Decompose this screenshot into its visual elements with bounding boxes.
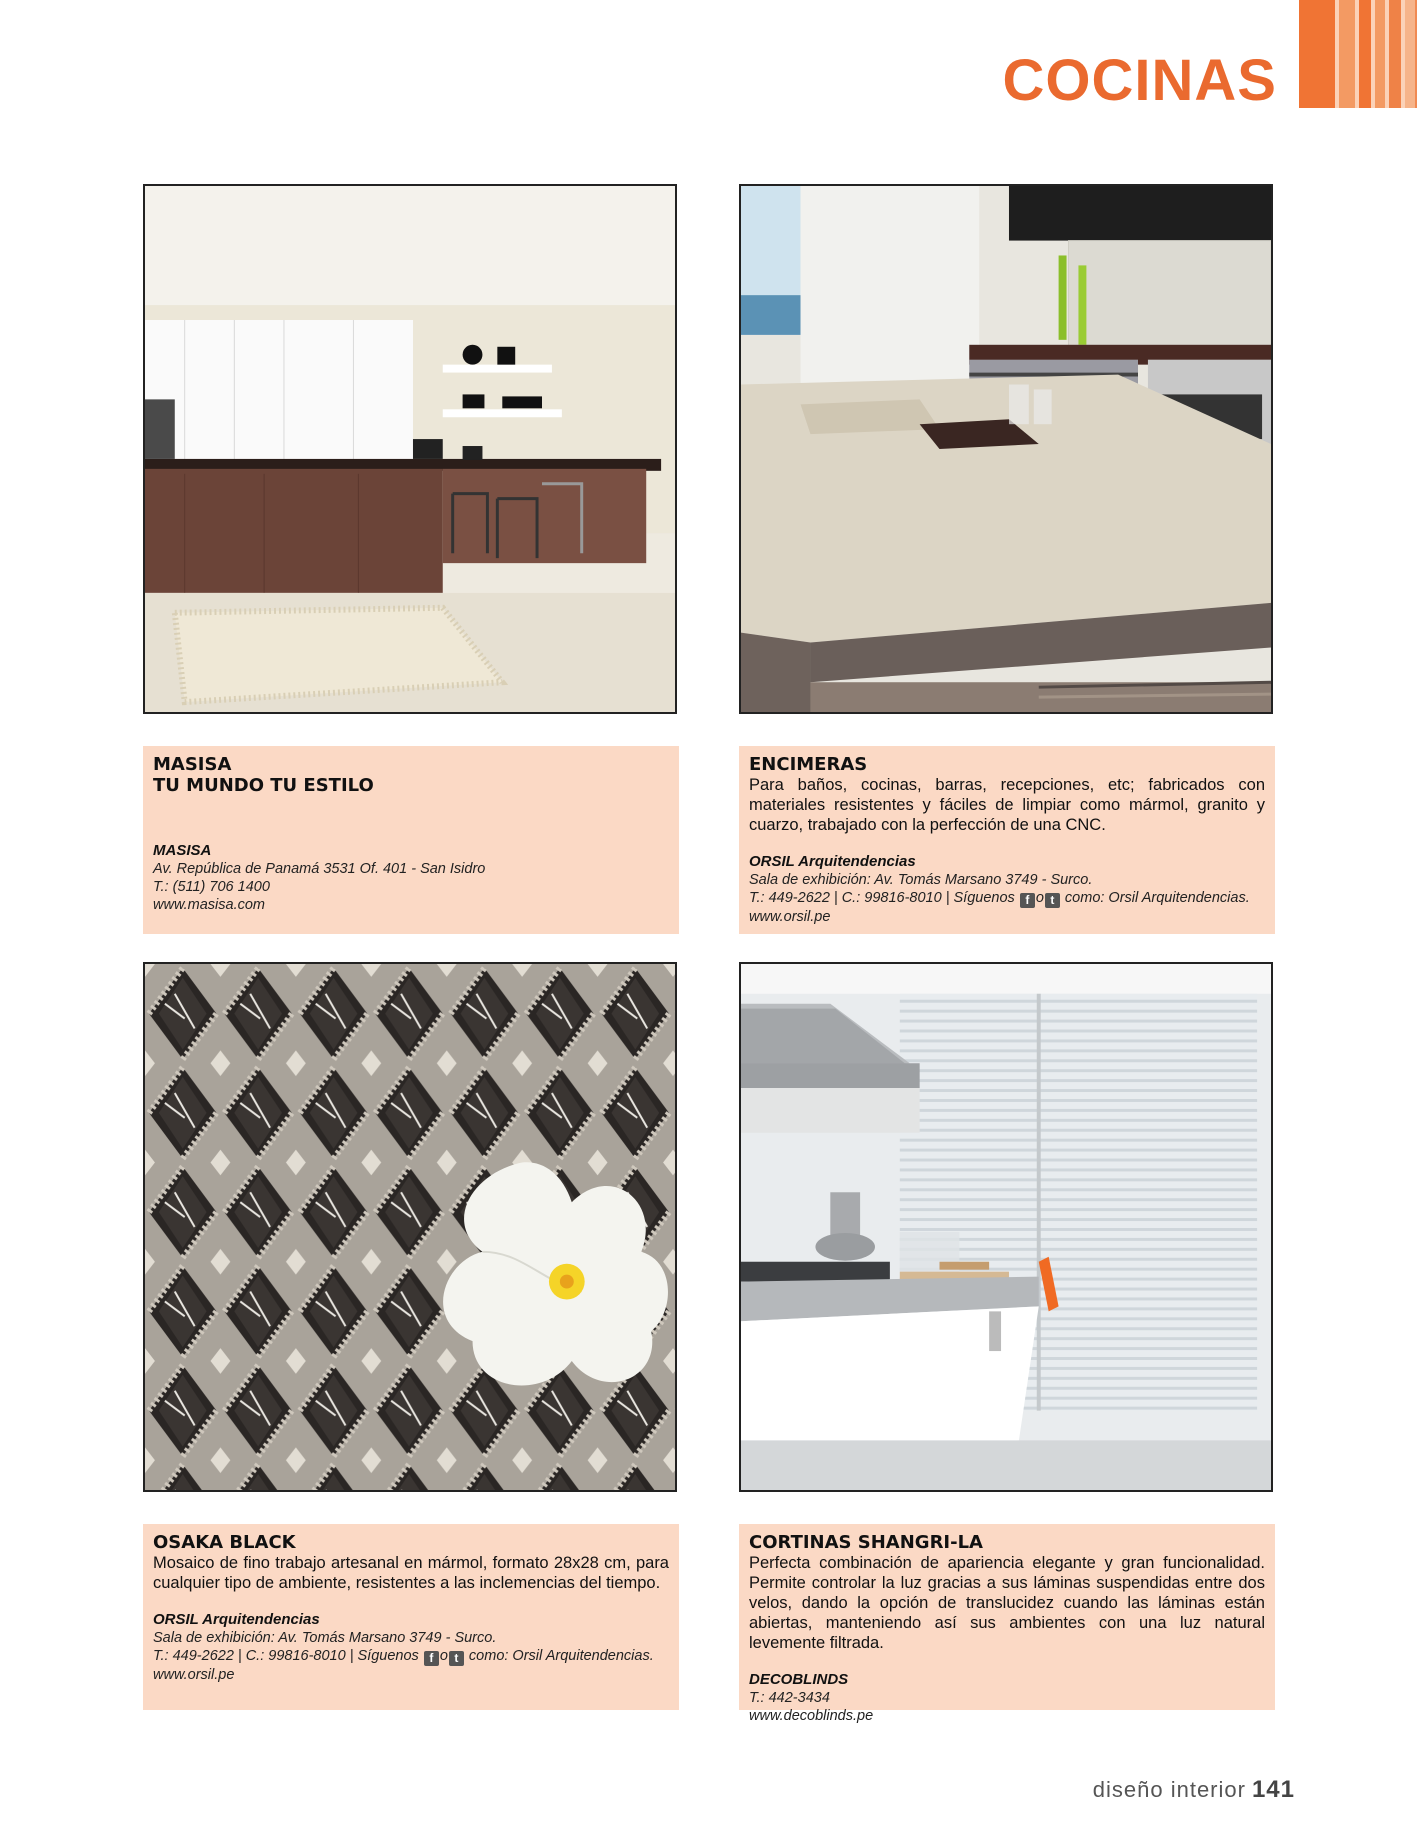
cortinas-description: Perfecta combinación de apariencia elegante y gran funcionalidad. Permite controlar la luz gracias a sus láminas suspendidas entre dos velos, dando la opción de translucidez cuando las láminas están abiertas, manteniendo así sus ambientes con una luz natural levemente filtrada. [749,1554,1265,1652]
social-or: o [439,1648,448,1664]
facebook-icon[interactable]: f [1020,893,1035,908]
section-title: COCINAS [1002,48,1277,113]
cortinas-website-link[interactable]: www.decoblinds.pe [749,1708,874,1724]
encimeras-caption [739,746,1275,934]
masisa-phone: T.: (511) 706 1400 [153,879,270,895]
masisa-caption [143,746,679,934]
page-number: 141 [1251,1776,1295,1803]
masisa-title: MASISA [153,754,232,775]
osaka-black-caption [143,1524,679,1710]
encimeras-website-link[interactable]: www.orsil.pe [749,909,831,925]
twitter-icon[interactable]: t [449,1651,464,1666]
cortinas-phone: T.: 442-3434 [749,1690,830,1706]
cortinas-company: DECOBLINDS [749,1671,849,1688]
masisa-address: Av. República de Panamá 3531 Of. 401 - San Isidro [153,861,486,877]
osaka-black-social-handle: como: Orsil Arquitendencias. [468,1648,654,1664]
masisa-website-link[interactable]: www.masisa.com [153,897,265,913]
encimeras-company: ORSIL Arquitendencias [749,853,916,870]
magazine-name: diseño interior [1092,1777,1246,1802]
encimeras-address: Sala de exhibición: Av. Tomás Marsano 3749 - Surco. [749,872,1093,888]
cortinas-caption [739,1524,1275,1724]
osaka-black-phone: T.: 449-2622 | C.: 99816-8010 | Síguenos [153,1648,419,1664]
encimeras-title: ENCIMERAS [749,754,868,775]
osaka-black-phone-line [153,1647,669,1666]
masisa-kitchen-photo [143,184,677,714]
cortinas-shangri-la-photo [739,962,1273,1492]
header-accent-bars [1299,0,1417,108]
encimeras-phone: T.: 449-2622 | C.: 99816-8010 | Síguenos [749,890,1015,906]
osaka-black-address: Sala de exhibición: Av. Tomás Marsano 3749 - Surco. [153,1630,497,1646]
twitter-icon[interactable]: t [1045,893,1060,908]
facebook-icon[interactable]: f [424,1651,439,1666]
osaka-black-company: ORSIL Arquitendencias [153,1611,320,1628]
osaka-black-mosaic-photo [143,962,677,1492]
encimeras-countertop-photo [739,184,1273,714]
osaka-black-title: OSAKA BLACK [153,1532,296,1553]
page-footer [1093,1776,1295,1804]
masisa-company: MASISA [153,842,212,859]
social-or: o [1035,890,1044,906]
osaka-black-description: Mosaico de fino trabajo artesanal en mármol, formato 28x28 cm, para cualquier tipo de ambiente, resistentes a las inclemencias del tiempo. [153,1554,669,1592]
cortinas-title: CORTINAS SHANGRI-LA [749,1532,983,1553]
encimeras-social-handle: como: Orsil Arquitendencias. [1064,890,1250,906]
osaka-black-website-link[interactable]: www.orsil.pe [153,1667,235,1683]
encimeras-phone-line [749,889,1265,908]
masisa-tagline: TU MUNDO TU ESTILO [153,775,374,796]
encimeras-description: Para baños, cocinas, barras, recepciones, etc; fabricados con materiales resistentes y fáciles de limpiar como mármol, granito y cuarzo, trabajado con la perfección de una CNC. [749,776,1265,834]
